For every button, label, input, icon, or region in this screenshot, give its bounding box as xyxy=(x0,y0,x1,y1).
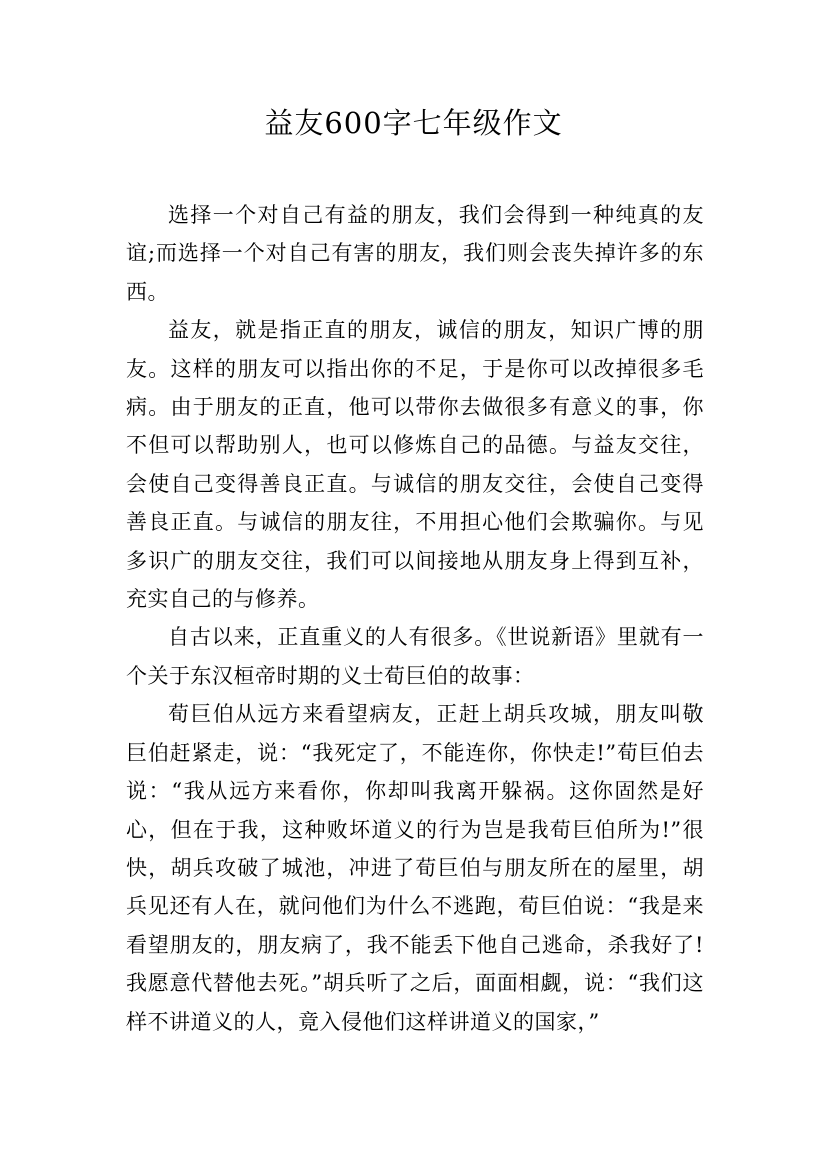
document-body xyxy=(126,196,704,1041)
paragraph-1: 选择一个对自己有益的朋友，我们会得到一种纯真的友谊;而选择一个对自己有害的朋友，我们则会丧失掉许多的东西。 xyxy=(126,203,704,304)
document-title: 益友600字七年级作文 xyxy=(264,106,563,140)
paragraph-4: 荀巨伯从远方来看望病友，正赶上胡兵攻城，朋友叫敬巨伯赶紧走，说：“我死定了，不能连你，你快走!”荀巨伯去说：“我从远方来看你，你却叫我离开躲祸。这你固然是好心，但在于我，这种败坏道义的行为岂是我荀巨伯所为!”很快，胡兵攻破了城池，冲进了荀巨伯与朋友所在的屋里，胡兵见还有人在，就问他们为什么不逃跑，荀巨伯说：“我是来看望朋友的，朋友病了，我不能丢下他自己逃命，杀我好了!我愿意代替他去死。”胡兵听了之后，面面相觑，说：“我们这样不讲道义的人，竟入侵他们这样讲道义的国家，” xyxy=(126,702,704,1034)
paragraph-2: 益友，就是指正直的朋友，诚信的朋友，知识广博的朋友。这样的朋友可以指出你的不足，于是你可以改掉很多毛病。由于朋友的正直，他可以带你去做很多有意义的事，你不但可以帮助别人，也可以修炼自己的品德。与益友交往，会使自己变得善良正直。与诚信的朋友交往，会使自己变得善良正直。与诚信的朋友往，不用担心他们会欺骗你。与见多识广的朋友交往，我们可以间接地从朋友身上得到互补，充实自己的与修养。 xyxy=(126,318,704,612)
paragraph-3: 自古以来，正直重义的人有很多。《世说新语》里就有一个关于东汉桓帝时期的义士荀巨伯的故事： xyxy=(126,625,704,688)
